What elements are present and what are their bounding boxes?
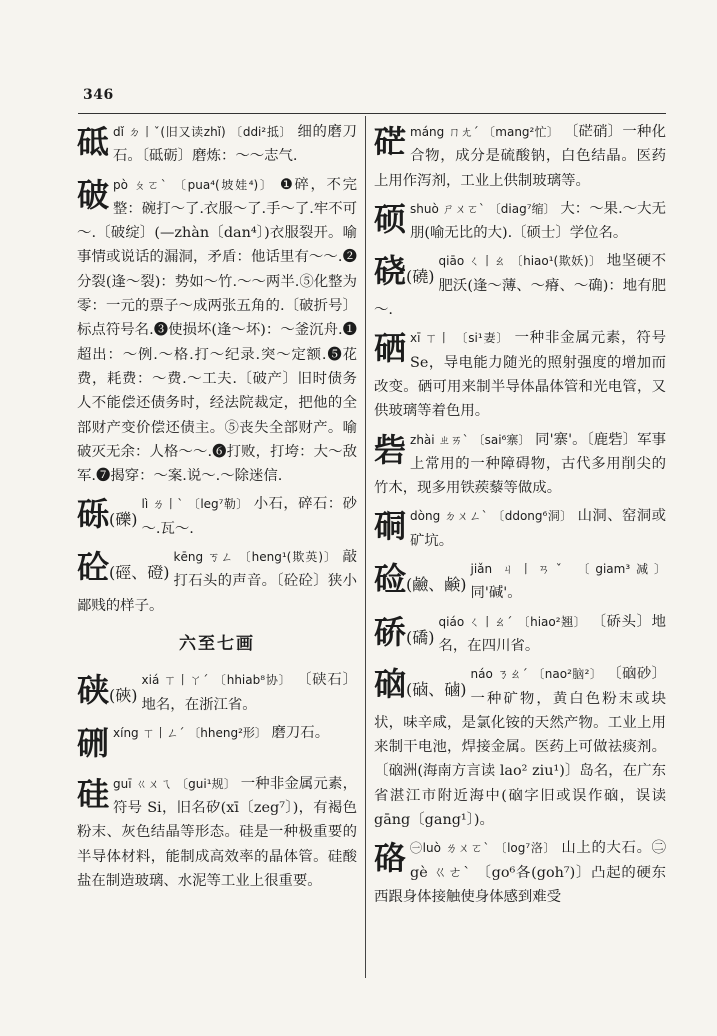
dictionary-entry (374, 836, 666, 909)
entry-definition: 〔硚头〕地名，在四川省。 (438, 613, 666, 654)
entry-headword (374, 613, 435, 657)
headword-character: 硌 (374, 839, 407, 878)
entry-headword (77, 176, 109, 220)
dictionary-entry (77, 173, 357, 489)
dictionary-entry (77, 545, 357, 618)
entry-definition: 〔硇砂〕一种矿物，黄白色粉末或块状，味辛咸，是氯化铵的天然产物。工业上用来制干电池，焊接金属。医药上可做祛痰剂。〔硇洲(海南方言读 lao² ziu¹)〕岛名，在广东省湛江市附近海中(硇字旧或误作硇，误读 gāng〔gang¹〕)。 (374, 666, 666, 829)
entry-headword (374, 507, 406, 551)
entry-definition: 〔硖石〕地名，在浙江省。 (141, 672, 357, 713)
dictionary-entry (77, 721, 357, 768)
entry-definition: 一种非金属元素，符号 Se，导电能力随光的照射强度的增加而改变。硒可用来制半导体晶体管和光电管，又供玻璃等着色用。 (374, 330, 666, 420)
headword-character: 硗 (374, 252, 407, 291)
headword-variant: (礫) (109, 510, 138, 530)
entry-pronunciation: qiāo ㄑ丨ㄠ 〔hiao¹(欺妖)〕 (438, 254, 602, 269)
entry-headword (374, 200, 406, 244)
headword-variant: (鹼、鹸) (406, 575, 467, 595)
headword-character: 砦 (374, 430, 407, 469)
dictionary-entry (374, 610, 666, 659)
entry-pronunciation: shuò ㄕㄨㄛˋ 〔diag⁷缩〕 (410, 201, 556, 216)
entry-pronunciation: lì ㄌ丨ˋ 〔leg⁷勒〕 (141, 497, 249, 512)
entry-definition: 同'碱'。 (470, 585, 522, 602)
entry-pronunciation: guī ㄍㄨㄟ 〔gui¹规〕 (113, 776, 236, 791)
entry-definition: 细的磨刀石。〔砥砺〕磨炼：～～志气. (113, 124, 358, 165)
headword-character: 硎 (77, 723, 110, 762)
entry-headword (77, 548, 170, 592)
dictionary-entry (374, 504, 666, 553)
headword-variant: (磽) (406, 267, 435, 287)
entry-headword (374, 431, 406, 475)
entry-definition: 山上的大石。㊁gè ㄍㄜˋ 〔go⁶各(goh⁷)〕凸起的硬东西跟身体接触使身体感到难受 (374, 840, 667, 905)
headword-character: 硭 (374, 123, 407, 161)
headword-character: 砥 (77, 123, 110, 161)
headword-character: 硕 (374, 199, 407, 238)
headword-variant: (硤) (109, 686, 138, 706)
entry-pronunciation: pò ㄆㄛˋ 〔pua⁴(坡娃⁴)〕 (113, 177, 274, 192)
entry-definition: 敲打石头的声音。〔砼砼〕狭小鄙贱的样子。 (77, 549, 357, 614)
dictionary-entry (77, 668, 357, 717)
dictionary-entry (374, 662, 666, 832)
headword-character: 硅 (77, 774, 110, 813)
entry-pronunciation: zhài ㄓㄞˋ 〔sai⁶寨〕 (410, 432, 531, 447)
headword-character: 硇 (374, 665, 407, 704)
entry-definition: 磨刀石。 (271, 724, 330, 741)
entry-headword (374, 252, 435, 296)
entry-definition: 一种非金属元素，符号 Si，旧名矽(xī〔zeg⁷〕)，有褐色粉末、灰色结晶等形态。硅是一种极重要的半导体材料，能制成高效率的晶体管。硅酸盐在制造玻璃、水泥等工业上很重要。 (77, 775, 357, 890)
entry-definition: 地坚硬不肥沃(逢～薄、～瘠、～确)：地有肥～. (374, 253, 666, 319)
dictionary-entry (77, 492, 357, 541)
column-divider (365, 116, 366, 978)
right-column (374, 120, 666, 913)
headword-variant: (礄) (406, 627, 435, 647)
headword-variant: (硜、磴) (109, 563, 170, 583)
entry-pronunciation: dǐ ㄉ丨ˇ(旧又读zhǐ) 〔ddi²抵〕 (113, 125, 293, 139)
entry-headword (77, 123, 109, 167)
entry-headword (374, 560, 467, 604)
headword-character: 硖 (77, 671, 110, 710)
page-number: 346 (83, 87, 114, 103)
dictionary-entry (374, 120, 666, 193)
section-heading: 六至七画 (179, 633, 255, 654)
left-column (77, 120, 357, 897)
entry-headword (77, 671, 138, 715)
headword-variant: (硵、磠) (406, 680, 467, 700)
entry-definition: 大：～果.～大无朋(喻无比的大).〔硕士〕学位名。 (410, 200, 667, 242)
dictionary-entry (374, 249, 666, 322)
dictionary-entry (374, 197, 666, 246)
entry-headword (374, 665, 467, 709)
headword-character: 砼 (77, 548, 110, 587)
header-rule (78, 113, 666, 114)
entry-headword (77, 724, 109, 768)
headword-character: 破 (77, 175, 110, 214)
dictionary-entry (77, 120, 357, 169)
entry-pronunciation: kēng ㄎㄥ 〔heng¹(欺英)〕 (173, 550, 338, 565)
entry-headword (374, 839, 406, 883)
entry-headword (374, 123, 406, 167)
entry-pronunciation: xiá ㄒ丨ㄚˊ 〔hhiab⁸协〕 (141, 673, 292, 688)
entry-headword (77, 495, 138, 539)
entry-definition: 小石，碎石：砂～.瓦～. (141, 496, 357, 537)
dictionary-entry (374, 557, 666, 606)
entry-pronunciation: máng ㄇㄤˊ 〔mang²忙〕 (410, 125, 560, 139)
headword-character: 硷 (374, 560, 407, 599)
entry-pronunciation: dòng ㄉㄨㄥˋ 〔ddong⁶洞〕 (410, 509, 573, 524)
entry-headword (77, 775, 109, 819)
entry-pronunciation: xíng ㄒ丨ㄥˊ 〔hheng²形〕 (113, 725, 267, 740)
headword-character: 硐 (374, 507, 407, 546)
headword-character: 硒 (374, 329, 407, 368)
entry-pronunciation: xī ㄒ丨 〔si¹妻〕 (410, 331, 510, 346)
entry-pronunciation: jiǎn ㄐ丨ㄢˇ 〔giam³减〕 (470, 562, 666, 577)
dictionary-entry (77, 772, 357, 893)
entry-definition: 同'寨'。〔鹿砦〕军事上常用的一种障碍物，古代多用削尖的竹木，现多用铁蒺藜等做成。 (374, 431, 666, 497)
entry-headword (374, 329, 406, 373)
entry-definition: ❶碎，不完整：碗打～了.衣服～了.手～了.牢不可～.〔破绽〕(—zhàn〔dan⁴〕)衣服裂开。喻事情或说话的漏洞，矛盾：他话里有～～.❷分裂(逢～裂)：势如～竹.～～两半.⑤化整为零：一元的票子～成两张五角的.〔破折号〕标点符号名.❸使损坏(逢～坏)：～釜沉舟.❶超出：～例.～格.打～纪录.突～定额.❺花费，耗费：～费.～工夫.〔破产〕旧时债务人不能偿还债务时，经法院裁定，把他的全部财产变价偿还债主。⑤丧失全部财产。喻破灭无余：人格～～.❻打败，打垮：大～敌军.❼揭穿：～案.说～.～除迷信. (77, 176, 357, 485)
entry-definition: 山洞、窑洞或矿坑。 (410, 508, 666, 549)
entry-pronunciation: náo ㄋㄠˊ 〔nao²脑²〕 (470, 667, 603, 682)
entry-pronunciation: ㊀luò ㄌㄨㄛˋ 〔log⁷洛〕 (410, 841, 557, 856)
headword-character: 砾 (77, 495, 110, 534)
entry-definition: 〔硭硝〕一种化合物，成分是硫酸钠，白色结晶。医药上用作泻剂，工业上供制玻璃等。 (374, 124, 666, 189)
entry-pronunciation: qiáo ㄑ丨ㄠˊ 〔hiao²翘〕 (438, 614, 587, 629)
headword-character: 硚 (374, 612, 407, 651)
dictionary-entry (374, 428, 666, 501)
dictionary-entry (374, 326, 666, 423)
